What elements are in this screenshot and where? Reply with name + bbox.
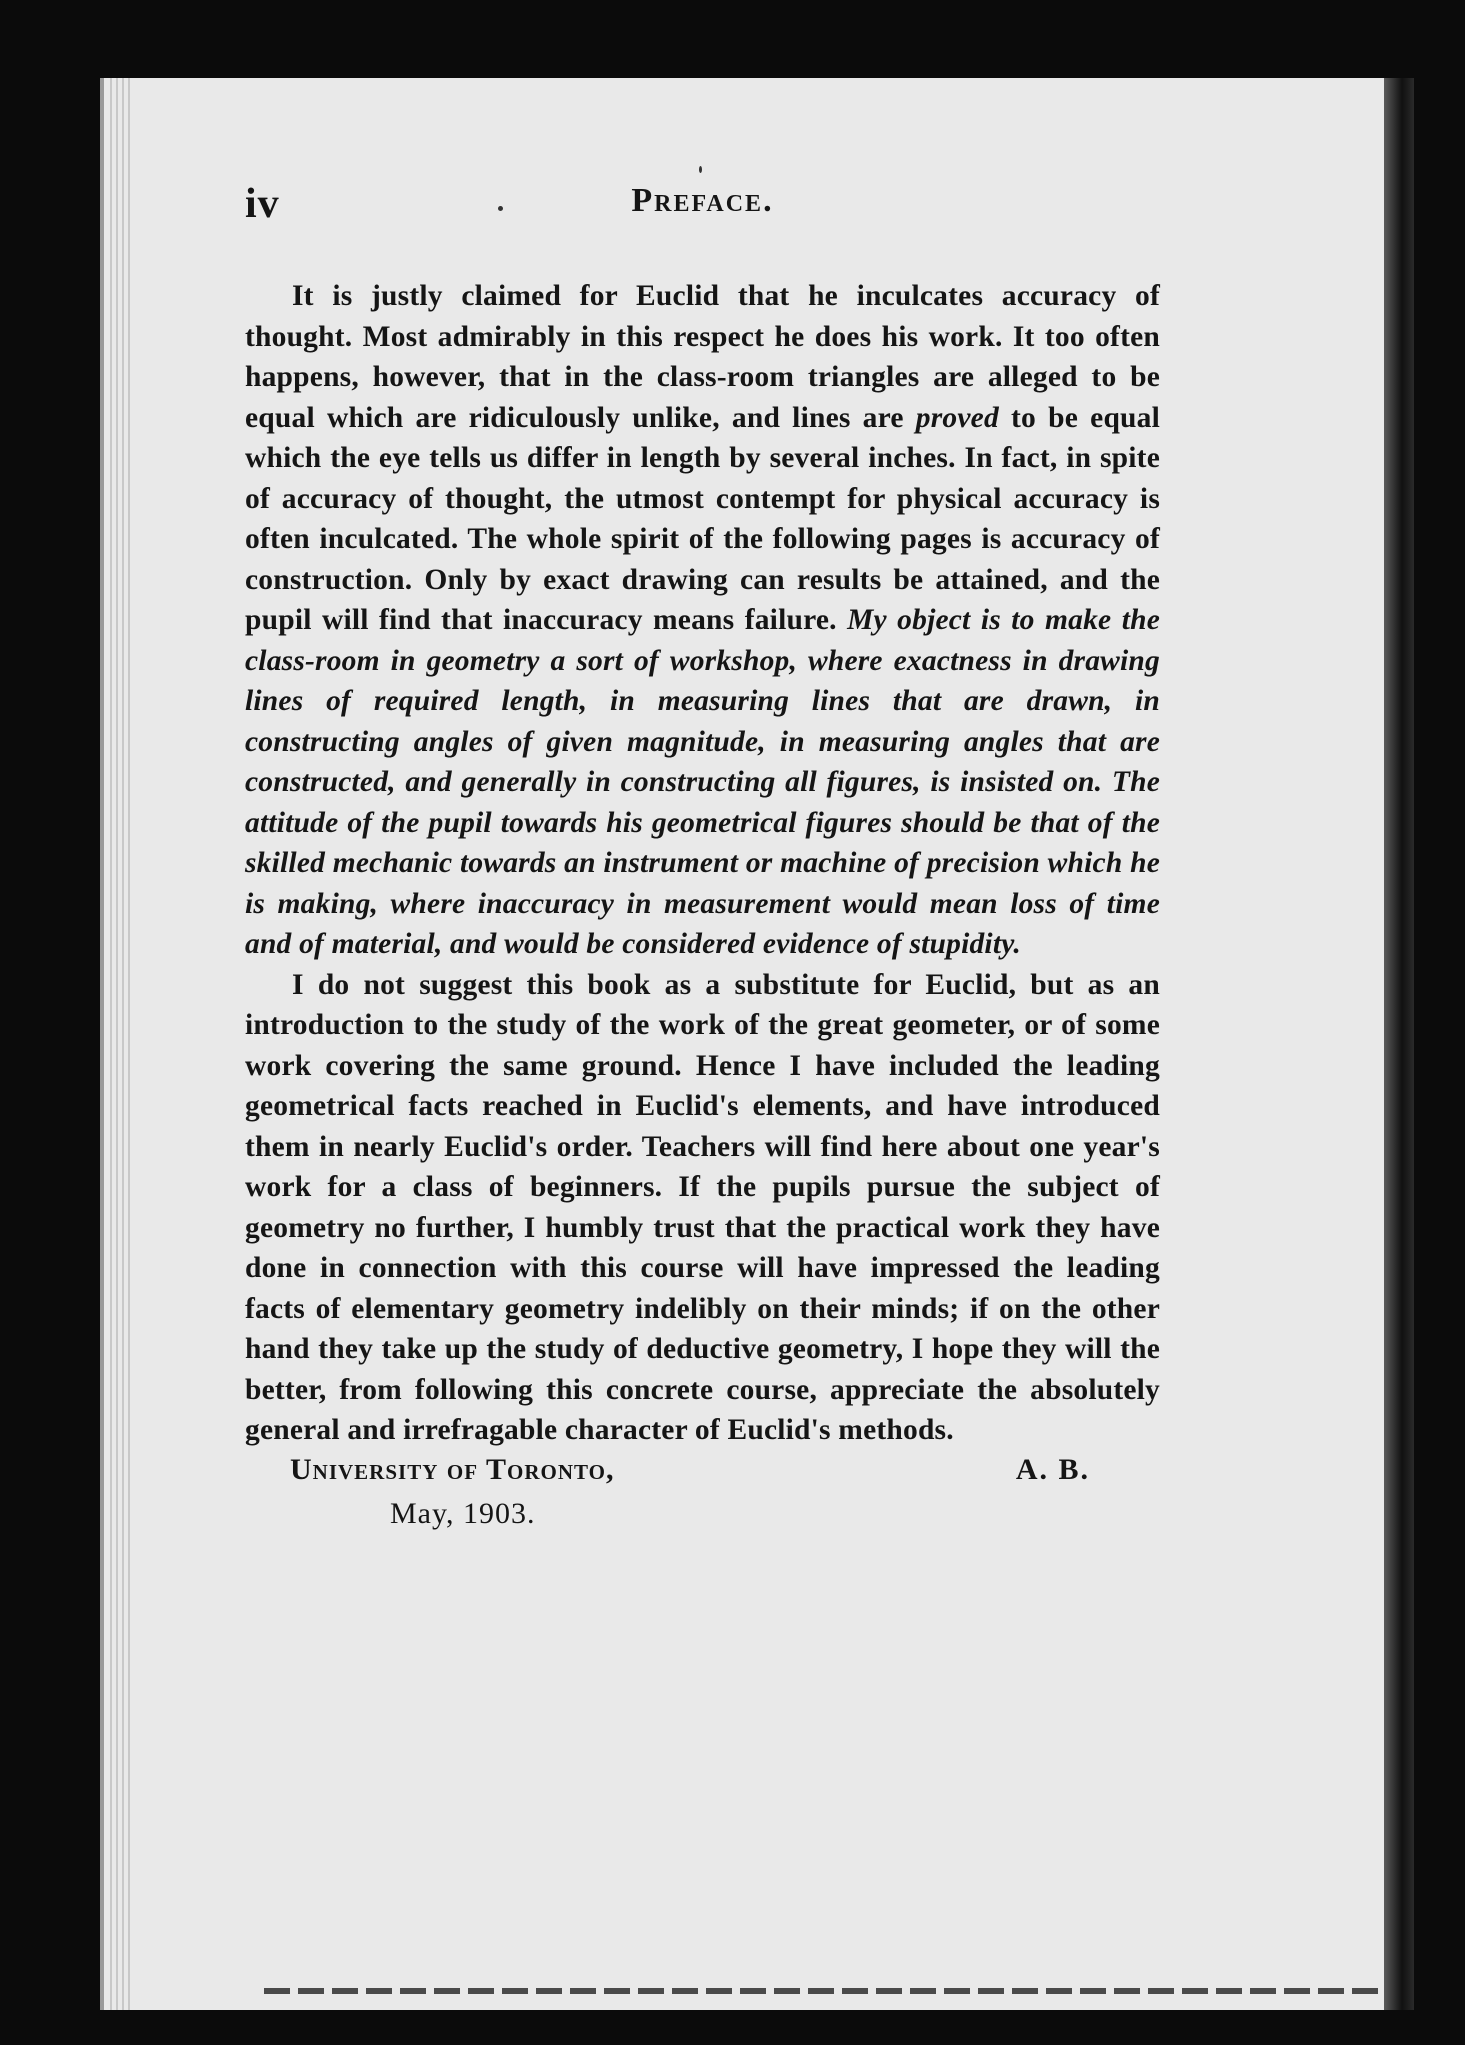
page-header bbox=[245, 180, 1160, 242]
paragraph-1-italic-passage: My object is to make the class-room in geometry a sort of workshop, where exactness in drawing lines of required length, in measuring lines that are drawn, in constructing angles of given magnitude, in measuring angles that are constructed, and generally in constructing all figures, is insisted on. The attitude of the pupil towards his geometrical figures should be that of the skilled mechanic towards an instrument or machine of precision which he is making, where inaccuracy in measurement would mean loss of time and of material, and would be considered evidence of stupidity. bbox=[245, 604, 1160, 960]
signoff-institution: University of Toronto, bbox=[290, 1452, 615, 1486]
paragraph-2: I do not suggest this book as a substitute for Euclid, but as an introduction to the study of the work of the great geometer, or of some work covering the same ground. Hence I have included the leading geometrical facts reached in Euclid's elements, and have introduced them in nearly Euclid's order. Teachers will find here about one year's work for a class of beginners. If the pupils pursue the subject of geometry no further, I humbly trust that the practical work they have done in connection with this course will have impressed the leading facts of elementary geometry indelibly on their minds; if on the other hand they take up the study of deductive geometry, I hope they will the better, from following this concrete course, appreciate the absolutely general and irrefragable character of Euclid's methods. bbox=[245, 968, 1160, 1446]
signoff bbox=[245, 1453, 1160, 1573]
signoff-date: May, 1903. bbox=[390, 1496, 536, 1530]
paragraph-1-emphasis-proved: proved bbox=[915, 401, 999, 434]
paragraph-1 bbox=[245, 276, 1160, 965]
signoff-initials: A. B. bbox=[1015, 1452, 1090, 1486]
page-edge-shadow bbox=[1384, 78, 1414, 2010]
page-number: iv bbox=[245, 181, 280, 227]
scan-speck bbox=[699, 166, 702, 173]
bottom-scan-artifact bbox=[264, 1988, 1384, 1994]
binding-gutter bbox=[110, 78, 132, 2010]
page-text bbox=[245, 180, 1160, 1573]
paragraph-1-text-b: to be equal which the eye tells us differ in length by several inches. In fact, in spite of accuracy of thought, the utmost contempt for physical accuracy is often inculcated. The whole spirit of the following pages is accuracy of construction. Only by exact drawing can results be attained, and the pupil will find that inaccuracy means failure. bbox=[245, 401, 1160, 636]
page-title: Preface. bbox=[631, 182, 774, 219]
paragraph-1-text-a: It is justly claimed for Euclid that he inculcates accuracy of thought. Most admirably in this respect he does his work. It too often happens, however, that in the class-room triangles are alleged to be equal which are ridiculously unlike, and lines are bbox=[245, 280, 1160, 434]
